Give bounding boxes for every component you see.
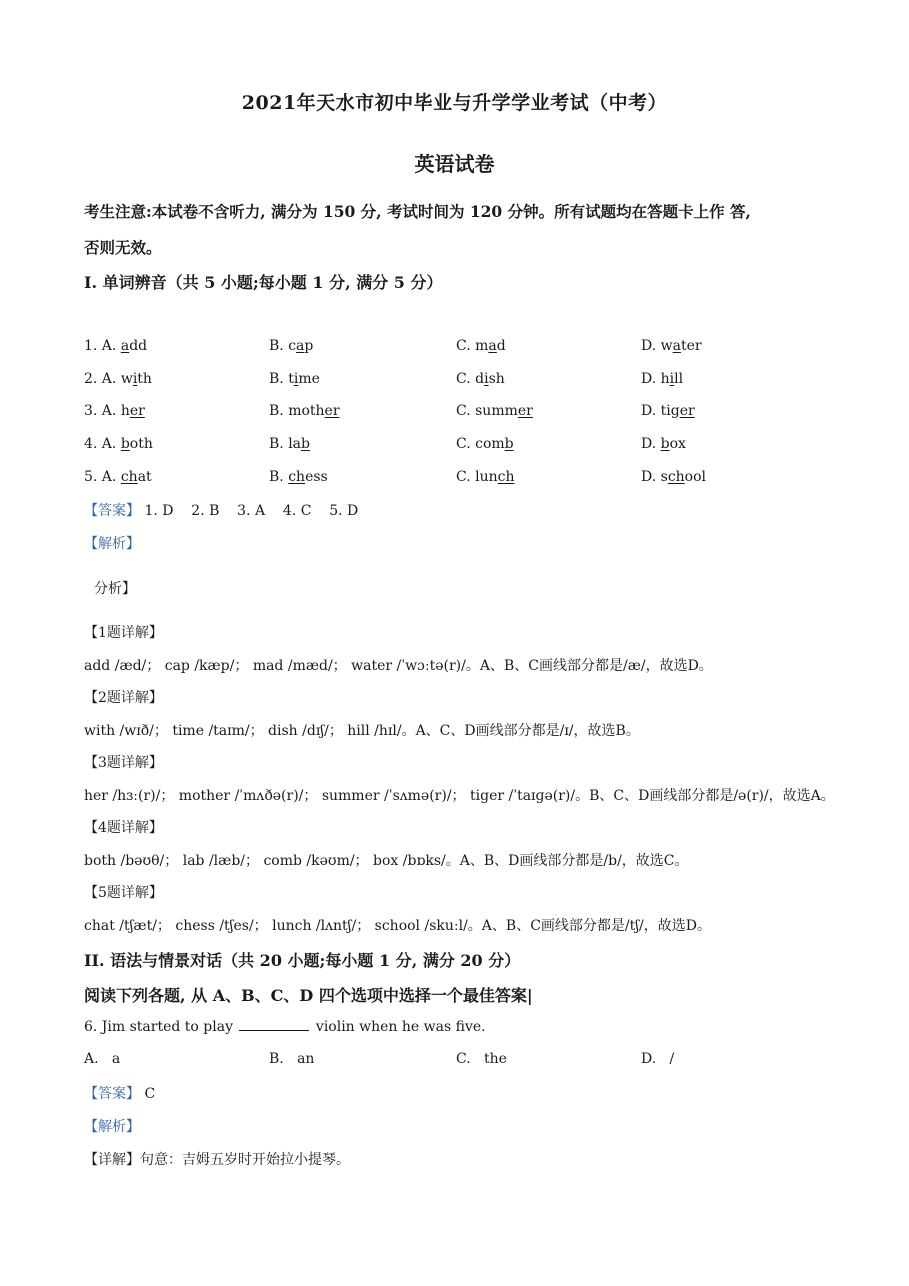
q5-option-b — [269, 469, 328, 485]
q2-option-b — [269, 371, 320, 387]
underlined-letters: a — [296, 338, 305, 354]
q1-option-d — [641, 338, 702, 354]
q6-option-c: C. the — [456, 1051, 507, 1067]
underlined-letters: ch — [288, 469, 306, 485]
q6-detail-line — [84, 1149, 350, 1169]
exam-subtitle: 英语试卷 — [414, 152, 495, 176]
notice-line-2: 否则无效。 — [84, 238, 162, 257]
option-prefix: 3. A. h — [84, 403, 130, 419]
answer-tag: 【答案】 — [84, 503, 140, 519]
underlined-letters: er — [324, 403, 340, 419]
detail-heading-4: 【4题详解】 — [84, 820, 163, 836]
underlined-letters: b — [660, 436, 670, 452]
option-prefix: D. w — [641, 338, 673, 354]
option-prefix: B. la — [269, 436, 302, 452]
detail-heading-2: 【2题详解】 — [84, 690, 163, 706]
detail-heading-1: 【1题详解】 — [84, 625, 163, 641]
underlined-letters: b — [301, 436, 310, 452]
option-suffix: ll — [674, 371, 684, 387]
exam-title: 2021年天水市初中毕业与升学学业考试（中考） — [241, 92, 668, 114]
q6-detail-tag: 【详解】 — [84, 1152, 140, 1168]
q4-option-b — [269, 436, 310, 452]
answer-blank — [239, 1018, 309, 1031]
option-suffix: ess — [305, 469, 328, 485]
q1-option-b — [269, 338, 313, 354]
option-prefix: D. s — [641, 469, 668, 485]
underlined-letters: b — [120, 436, 130, 452]
analysis-tag: 【解析】 — [84, 536, 140, 552]
option-prefix: D. — [641, 436, 661, 452]
option-prefix: C. m — [456, 338, 489, 354]
q2-option-c — [456, 371, 505, 387]
option-suffix: sh — [488, 371, 505, 387]
option-prefix: 4. A. — [84, 436, 121, 452]
detail-heading-3: 【3题详解】 — [84, 755, 163, 771]
q6-detail-text: 句意：吉姆五岁时开始拉小提琴。 — [140, 1152, 350, 1168]
q5-option-a — [84, 469, 152, 485]
underlined-letters: ch — [120, 469, 138, 485]
detail-text-1: add /æd/； cap /kæp/； mad /mæd/； water /ˈwɔːtə(r)/。A、B、C画线部分都是/æ/，故选D。 — [84, 658, 713, 674]
detail-text-2: with /wɪð/； time /taɪm/； dish /dɪʃ/； hill /hɪl/。A、C、D画线部分都是/ɪ/，故选B。 — [84, 723, 640, 739]
q4-option-a — [84, 436, 153, 452]
underlined-letters: i — [484, 371, 489, 387]
option-suffix: d — [496, 338, 506, 354]
answer-text: 1. D 2. B 3. A 4. C 5. D — [144, 503, 359, 519]
q3-option-b — [269, 403, 340, 419]
option-prefix: D. tig — [641, 403, 680, 419]
option-suffix: me — [298, 371, 320, 387]
section-2-instruction: 阅读下列各题, 从 A、B、C、D 四个选项中选择一个最佳答案| — [84, 986, 533, 1005]
option-prefix: B. t — [269, 371, 294, 387]
option-suffix: ool — [684, 469, 707, 485]
q6-text-before: 6. Jim started to play — [84, 1019, 238, 1035]
q1-option-a — [84, 338, 147, 354]
q4-option-d — [641, 436, 686, 452]
q6-option-b: B. an — [269, 1051, 315, 1067]
option-prefix: D. h — [641, 371, 670, 387]
option-prefix: 2. A. w — [84, 371, 133, 387]
q5-option-d — [641, 469, 706, 485]
underlined-letters: er — [517, 403, 533, 419]
underlined-letters: i — [293, 371, 299, 387]
section-2-heading: II. 语法与情景对话（共 20 小题;每小题 1 分, 满分 20 分） — [84, 951, 521, 970]
underlined-letters: er — [679, 403, 695, 419]
option-prefix: B. moth — [269, 403, 325, 419]
q6-answer-line — [84, 1083, 155, 1103]
q6-text-after: violin when he was five. — [311, 1019, 486, 1035]
underlined-letters: ch — [667, 469, 685, 485]
question-6 — [84, 1018, 486, 1035]
option-suffix: ox — [669, 436, 686, 452]
option-prefix: C. lun — [456, 469, 498, 485]
q6-option-d: D. / — [641, 1051, 675, 1067]
underlined-letters: a — [120, 338, 130, 354]
detail-heading-5: 【5题详解】 — [84, 885, 163, 901]
underlined-letters: er — [129, 403, 145, 419]
q3-option-d — [641, 403, 695, 419]
option-prefix: 1. A. — [84, 338, 121, 354]
detail-text-5: chat /tʃæt/； chess /tʃes/； lunch /lʌntʃ/； school /skuːl/。A、B、C画线部分都是/tʃ/，故选D。 — [84, 918, 711, 934]
q2-option-d — [641, 371, 683, 387]
option-suffix: oth — [129, 436, 153, 452]
q2-option-a — [84, 371, 152, 387]
option-suffix: ter — [680, 338, 702, 354]
q3-option-c — [456, 403, 533, 419]
option-suffix: dd — [129, 338, 148, 354]
answer-line — [84, 500, 358, 520]
section-1-heading: I. 单词辨音（共 5 小题;每小题 1 分, 满分 5 分） — [84, 273, 443, 292]
q4-option-c — [456, 436, 514, 452]
q6-option-a: A. a — [84, 1051, 121, 1067]
notice-line-1: 考生注意:本试卷不含听力, 满分为 150 分, 考试时间为 120 分钟。所有试题均在答题卡上作 答, — [84, 202, 751, 221]
underlined-letters: i — [669, 371, 675, 387]
q1-option-c — [456, 338, 506, 354]
option-suffix: p — [304, 338, 314, 354]
underlined-letters: i — [132, 371, 138, 387]
q6-analysis-tag: 【解析】 — [84, 1119, 140, 1135]
analysis-subheading: 分析】 — [94, 581, 136, 597]
q6-answer-tag: 【答案】 — [84, 1086, 140, 1102]
detail-text-4: both /bəʊθ/； lab /læb/； comb /kəʊm/； box /bɒks/。A、B、D画线部分都是/b/，故选C。 — [84, 853, 689, 869]
q3-option-a — [84, 403, 145, 419]
underlined-letters: a — [672, 338, 681, 354]
option-prefix: 5. A. — [84, 469, 121, 485]
option-suffix: th — [137, 371, 152, 387]
option-prefix: C. d — [456, 371, 485, 387]
underlined-letters: b — [504, 436, 514, 452]
option-prefix: B. — [269, 469, 289, 485]
q5-option-c — [456, 469, 514, 485]
q6-answer-text: C — [144, 1086, 156, 1102]
detail-text-3: her /hɜː(r)/； mother /ˈmʌðə(r)/； summer /ˈsʌmə(r)/； tiger /ˈtaɪɡə(r)/。B、C、D画线部分都是/ə(r)/，故选A。 — [84, 788, 835, 804]
underlined-letters: ch — [497, 469, 515, 485]
option-prefix: B. c — [269, 338, 297, 354]
option-prefix: C. com — [456, 436, 505, 452]
option-prefix: C. summ — [456, 403, 518, 419]
underlined-letters: a — [488, 338, 497, 354]
option-suffix: at — [137, 469, 152, 485]
